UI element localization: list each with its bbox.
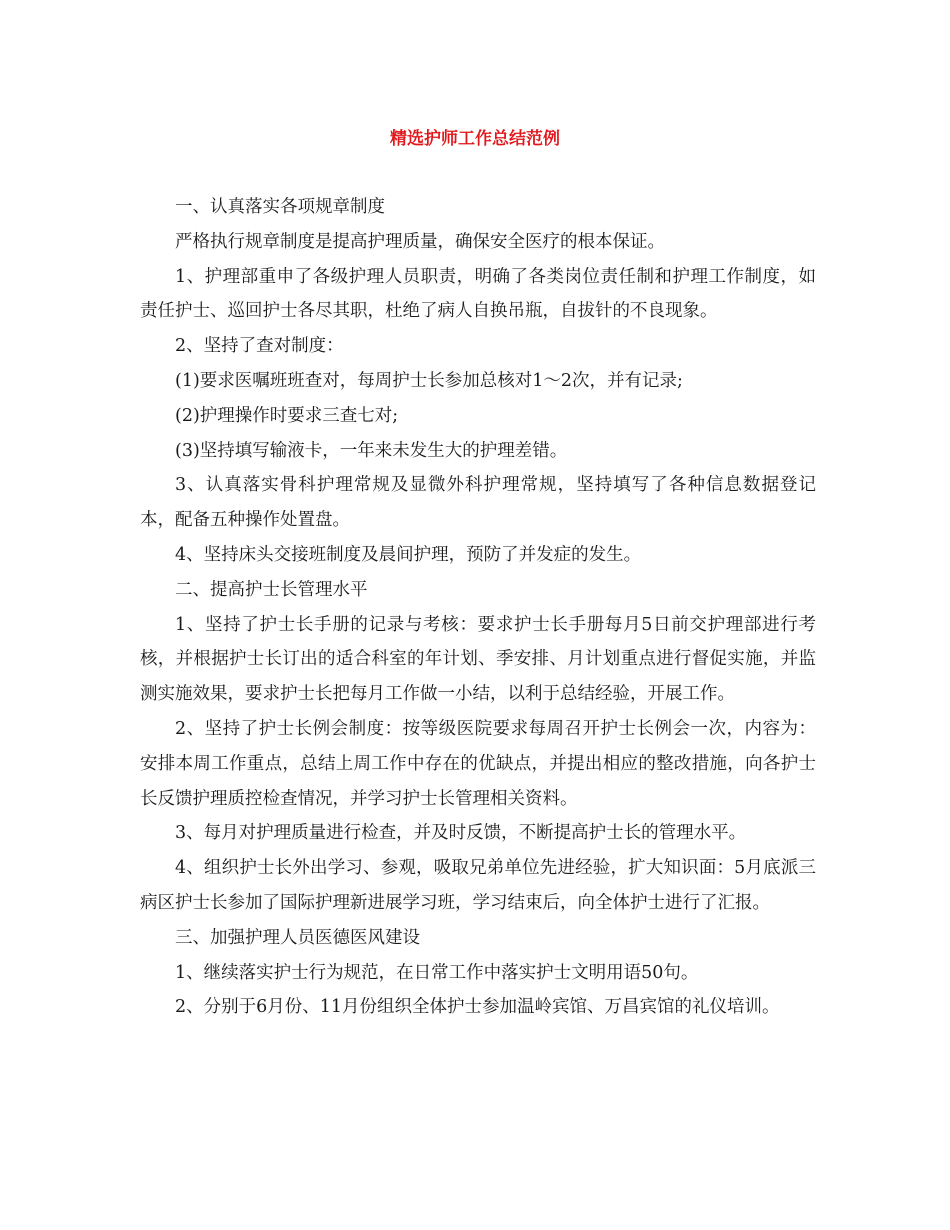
- paragraph: 1、坚持了护士长手册的记录与考核：要求护士长手册每月5日前交护理部进行考核，并根据护士长订出的适合科室的年计划、季安排、月计划重点进行督促实施，并监测实施效果，要求护士长把每月工作做一小结，以利于总结经验，开展工作。: [140, 614, 816, 705]
- paragraph: 严格执行规章制度是提高护理质量，确保安全医疗的根本保证。: [175, 231, 665, 252]
- paragraph: (1)要求医嘱班班查对，每周护士长参加总核对1～2次，并有记录;: [175, 370, 683, 391]
- paragraph: 3、认真落实骨科护理常规及显微外科护理常规，坚持填写了各种信息数据登记本，配备五种操作处置盘。: [140, 475, 816, 531]
- document-body: [140, 190, 816, 1025]
- section-heading-1: 一、认真落实各项规章制度: [175, 197, 385, 217]
- paragraph: 4、组织护士长外出学习、参观，吸取兄弟单位先进经验，扩大知识面：5月底派三病区护士长参加了国际护理新进展学习班，学习结束后，向全体护士进行了汇报。: [140, 858, 816, 913]
- paragraph: 2、坚持了护士长例会制度：按等级医院要求每周召开护士长例会一次，内容为：安排本周工作重点，总结上周工作中存在的优缺点，并提出相应的整改措施，向各护士长反馈护理质控检查情况，并学习护士长管理相关资料。: [140, 718, 816, 809]
- section-heading-3: 三、加强护理人员医德医风建设: [175, 927, 420, 948]
- paragraph: 1、护理部重申了各级护理人员职责，明确了各类岗位责任制和护理工作制度，如责任护士、巡回护士各尽其职，杜绝了病人自换吊瓶，自拔针的不良现象。: [140, 266, 816, 322]
- section-heading-2: 二、提高护士长管理水平: [175, 579, 368, 600]
- paragraph: 1、继续落实护士行为规范，在日常工作中落实护士文明用语50句。: [175, 962, 699, 983]
- paragraph: 3、每月对护理质量进行检查，并及时反馈，不断提高护士长的管理水平。: [175, 823, 747, 844]
- paragraph: 4、坚持床头交接班制度及晨间护理，预防了并发症的发生。: [175, 544, 642, 565]
- paragraph: (3)坚持填写输液卡，一年来未发生大的护理差错。: [175, 440, 568, 461]
- document-title: 精选护师工作总结范例: [390, 129, 560, 149]
- paragraph: 2、坚持了查对制度：: [175, 336, 344, 357]
- paragraph: (2)护理操作时要求三查七对;: [175, 405, 399, 426]
- paragraph: 2、分别于6月份、11月份组织全体护士参加温岭宾馆、万昌宾馆的礼仪培训。: [175, 997, 780, 1018]
